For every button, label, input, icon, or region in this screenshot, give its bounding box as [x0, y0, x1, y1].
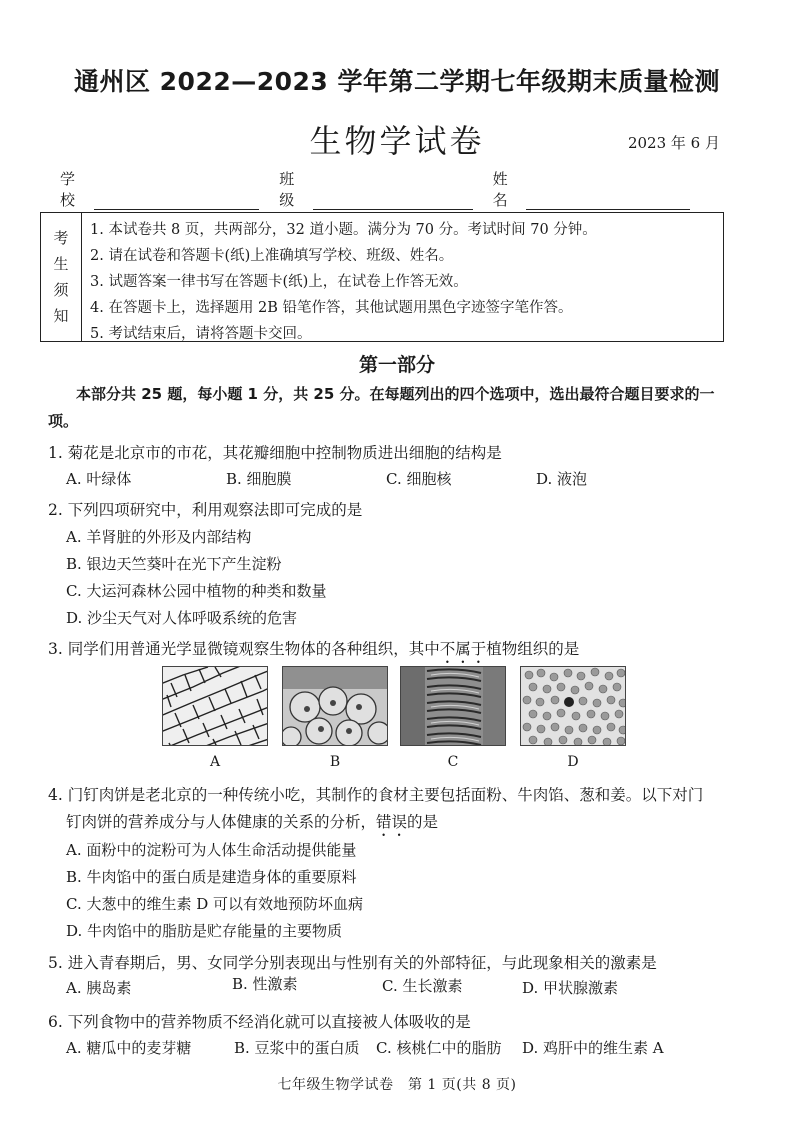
exam-title: 通州区 2022—2023 学年第二学期七年级期末质量检测: [73, 67, 721, 96]
stem-text: 的是: [407, 813, 439, 831]
option-a[interactable]: A. 胰岛素: [66, 979, 132, 997]
option-a[interactable]: A. 面粉中的淀粉可为人体生命活动提供能量: [66, 841, 357, 859]
notice-item: 3. 试题答案一律书写在答题卡(纸)上，在试卷上作答无效。: [90, 274, 468, 290]
school-label: 学校: [60, 170, 76, 209]
question-3-stem: [48, 637, 579, 667]
micrograph-b[interactable]: [282, 666, 388, 746]
question-1-stem: 1. 菊花是北京市的市花，其花瓣细胞中控制物质进出细胞的结构是: [48, 444, 502, 462]
option-c[interactable]: C. 生长激素: [382, 977, 463, 995]
option-c[interactable]: C. 细胞核: [386, 470, 452, 488]
stem-text: 植物组织的是: [486, 640, 580, 658]
option-b[interactable]: B. 性激素: [232, 975, 298, 993]
image-label-b: B: [329, 754, 341, 770]
question-6-stem: 6. 下列食物中的营养物质不经消化就可以直接被人体吸收的是: [48, 1013, 471, 1031]
exam-notice-box: [40, 212, 724, 342]
class-blank[interactable]: [313, 191, 473, 210]
option-b[interactable]: B. 牛肉馅中的蛋白质是建造身体的重要原料: [66, 868, 357, 886]
section-title: 第一部分: [358, 354, 435, 376]
question-6-options: [66, 1037, 664, 1058]
question-5-options: [66, 977, 618, 998]
option-d[interactable]: D. 液泡: [536, 470, 588, 488]
question-5-stem: 5. 进入青春期后，男、女同学分别表现出与性别有关的外部特征，与此现象相关的激素是: [48, 954, 657, 972]
option-c[interactable]: C. 大运河森林公园中植物的种类和数量: [66, 582, 327, 600]
notice-item: 2. 请在试卷和答题卡(纸)上准确填写学校、班级、姓名。: [90, 248, 454, 264]
option-b[interactable]: B. 细胞膜: [226, 470, 292, 488]
student-info-row: [60, 170, 710, 210]
option-a[interactable]: A. 糖瓜中的麦芽糖: [66, 1039, 192, 1057]
option-c[interactable]: C. 核桃仁中的脂肪: [376, 1039, 502, 1057]
page-footer: 七年级生物学试卷 第 1 页(共 8 页): [277, 1077, 517, 1093]
image-label-d: D: [567, 754, 579, 770]
section-intro: 本部分共 25 题，每小题 1 分，共 25 分。在每题列出的四个选项中，选出最符合题目要求的一项。: [48, 385, 715, 430]
image-label-a: A: [209, 754, 221, 770]
vessel-rings-image: [401, 667, 506, 746]
school-blank[interactable]: [94, 191, 260, 210]
cells-elongated-image: [163, 667, 268, 746]
name-blank[interactable]: [526, 191, 690, 210]
option-d[interactable]: D. 甲状腺激素: [522, 979, 619, 997]
option-c[interactable]: C. 大葱中的维生素 D 可以有效地预防坏血病: [66, 895, 364, 913]
notice-item: 4. 在答题卡上，选择题用 2B 铅笔作答，其他试题用黑色字迹签字笔作答。: [90, 300, 573, 316]
option-a[interactable]: A. 羊肾脏的外形及内部结构: [66, 528, 252, 546]
name-label: 姓名: [492, 170, 508, 209]
notice-label: [41, 213, 82, 341]
question-4-stem-line1: 4. 门钉肉饼是老北京的一种传统小吃，其制作的食材主要包括面粉、牛肉馅、葱和姜。以下对门: [48, 786, 704, 804]
stem-emphasis: 不属于: [439, 640, 487, 658]
micrograph-c[interactable]: [400, 666, 506, 746]
notice-item: 1. 本试卷共 8 页，共两部分，32 道小题。满分为 70 分。考试时间 70 分钟。: [90, 222, 597, 238]
option-a[interactable]: A. 叶绿体: [66, 470, 132, 488]
stem-emphasis: 错误: [376, 813, 408, 831]
exam-subtitle: 生物学试卷: [309, 122, 485, 160]
cells-round-image: [283, 667, 388, 746]
name-field[interactable]: [493, 168, 690, 210]
option-d[interactable]: D. 牛肉馅中的脂肪是贮存能量的主要物质: [66, 922, 343, 940]
option-b[interactable]: B. 银边天竺葵叶在光下产生淀粉: [66, 555, 282, 573]
notice-label-char: 知: [53, 307, 69, 325]
question-1-options: [66, 468, 587, 489]
notice-item: 5. 考试结束后，请将答题卡交回。: [90, 326, 312, 342]
micrograph-a[interactable]: [162, 666, 268, 746]
notice-label-char: 须: [53, 281, 69, 299]
stem-text: 3. 同学们用普通光学显微镜观察生物体的各种组织，其中: [48, 640, 440, 658]
stem-text: 钉肉饼的营养成分与人体健康的关系的分析，: [66, 813, 377, 831]
question-2-stem: 2. 下列四项研究中，利用观察法即可完成的是: [48, 501, 363, 519]
option-d[interactable]: D. 沙尘天气对人体呼吸系统的危害: [66, 609, 298, 627]
notice-list: [82, 213, 723, 341]
class-field[interactable]: [279, 168, 472, 210]
image-label-c: C: [447, 754, 459, 770]
option-d[interactable]: D. 鸡肝中的维生素 A: [522, 1039, 664, 1057]
school-field[interactable]: [60, 168, 259, 210]
notice-label-char: 生: [53, 255, 69, 273]
blood-cells-image: [521, 667, 626, 746]
exam-date: 2023 年 6 月: [627, 134, 720, 152]
notice-label-char: 考: [53, 229, 69, 247]
option-b[interactable]: B. 豆浆中的蛋白质: [234, 1039, 360, 1057]
class-label: 班级: [279, 170, 295, 209]
question-4-stem-line2: [66, 810, 438, 840]
micrograph-d[interactable]: [520, 666, 626, 746]
